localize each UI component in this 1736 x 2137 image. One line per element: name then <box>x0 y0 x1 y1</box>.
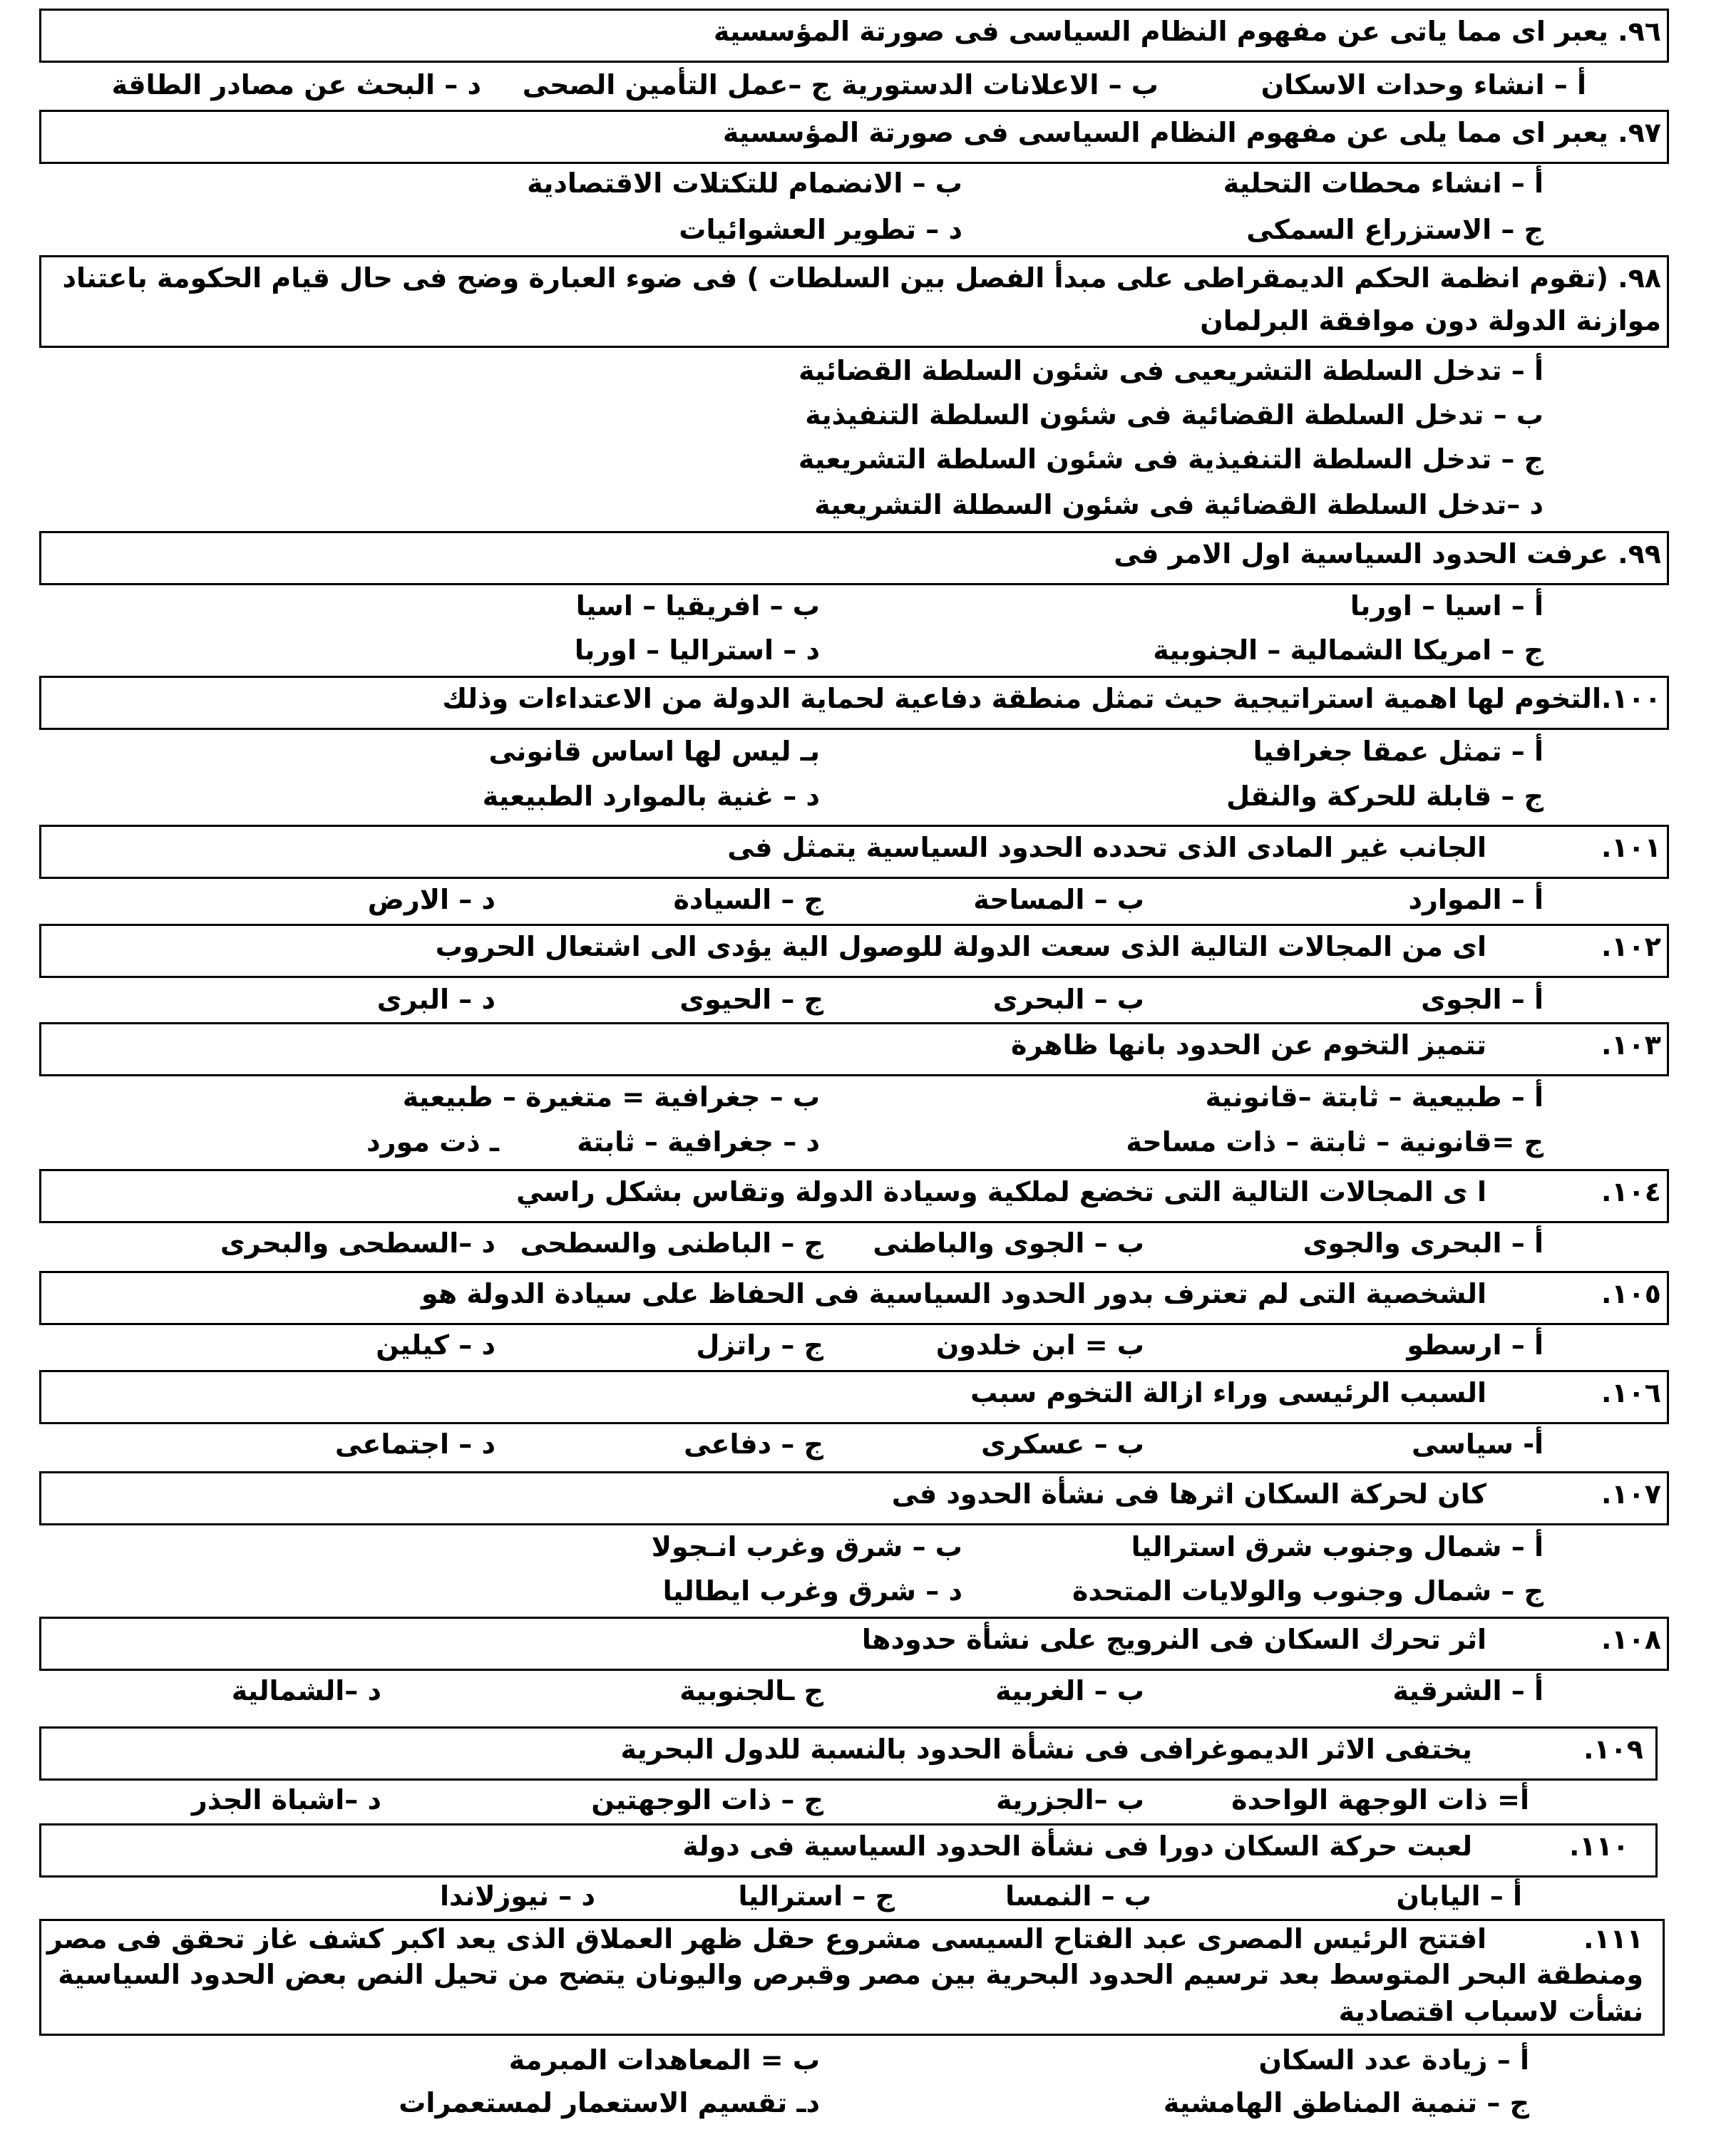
question-stem: عرفت الحدود السياسية اول الامر فى <box>1114 538 1608 570</box>
question-stem-109: يختفى الاثر الديموغرافى فى نشأة الحدود بالنسبة للدول البحرية <box>620 1734 1472 1765</box>
option-b: ب – النمسا <box>1005 1880 1151 1912</box>
option-c: ج – السيادة <box>673 884 823 915</box>
option-b: ب – البحرى <box>992 984 1144 1015</box>
question-number-111: ١١١. <box>1583 1923 1643 1955</box>
question-stem-line-1: (تقوم انظمة الحكم الديمقراطى على مبدأ الفصل بين السلطات ) فى ضوء العبارة وضح فى حال قيام الحكومة باعتناد <box>62 262 1608 294</box>
question-stem: التخوم لها اهمية استراتيجية حيث تمثل منطقة دفاعية لحماية الدولة من الاعتداءات وذلك <box>442 683 1601 714</box>
option-b: ب –الجزرية <box>996 1784 1144 1816</box>
option-b: بـ ليس لها اساس قانونى <box>488 736 820 767</box>
option-a: أ – ارسطو <box>1407 1329 1544 1361</box>
option-b: ب – افريقيا – اسيا <box>575 590 820 622</box>
option-d: د –تدخل السلطة القضائية فى شئون السطلة التشريعية <box>814 489 1544 520</box>
question-text-98-line2: موازنة الدولة دون موافقة البرلمان <box>1200 305 1661 336</box>
option-a: أ – انشاء محطات التحلية <box>1223 168 1544 199</box>
option-c: ج – شمال وجنوب والولايات المتحدة <box>1072 1575 1544 1607</box>
question-number: ١٠٠. <box>1601 683 1661 714</box>
option-d: د – البحث عن مصادر الطاقة <box>111 69 481 101</box>
option-a: أ – اسيا – اوربا <box>1350 590 1544 622</box>
option-d: د – غنية بالموارد الطبيعية <box>482 781 820 812</box>
option-d: د – اجتماعى <box>334 1428 495 1460</box>
question-text-96 <box>714 16 1661 48</box>
option-c: ج =قانونية – ثابتة – ذات مساحة <box>1126 1126 1544 1158</box>
option-a: أ – شمال وجنوب شرق استراليا <box>1131 1531 1544 1562</box>
option-a: أ – تدخل السلطة التشريعيى فى شئون السلطة القضائية <box>798 355 1544 386</box>
question-number-101: ١٠١. <box>1601 832 1661 863</box>
question-stem-107: كان لحركة السكان اثرها فى نشأة الحدود فى <box>891 1478 1486 1510</box>
option-d: د – البرى <box>376 984 495 1015</box>
question-number: ٩٨. <box>1618 262 1661 294</box>
option-c: ج – تدخل السلطة التنفيذية فى شئون السلطة التشريعية <box>798 443 1544 475</box>
question-stem: يعبر اى مما ياتى عن مفهوم النظام السياسى فى صورتة المؤسسية <box>713 16 1608 47</box>
option-d: د – نيوزلاندا <box>440 1880 595 1912</box>
option-c: ج ـالجنوبية <box>679 1675 823 1706</box>
question-number-104: ١٠٤. <box>1601 1176 1661 1207</box>
question-stem-110: لعبت حركة السكان دورا فى نشأة الحدود السياسية فى دولة <box>682 1830 1472 1862</box>
option-c: ج – قابلة للحركة والنقل <box>1226 781 1544 812</box>
option-b: ب – الجوى والباطنى <box>873 1227 1144 1259</box>
option-a: أ – تمثل عمقا جغرافيا <box>1253 736 1544 767</box>
question-stem-102: اى من المجالات التالية الذى سعت الدولة للوصول الية يؤدى الى اشتعال الحروب <box>435 931 1486 962</box>
option-b: ب – جغرافية = متغيرة – طبيعية <box>402 1081 820 1113</box>
option-d: د –الشمالية <box>231 1675 381 1706</box>
option-c: ج – امريكا الشمالية – الجنوبية <box>1153 634 1544 666</box>
option-b: ب = ابن خلدون <box>935 1329 1144 1361</box>
question-number: ٩٦. <box>1618 16 1661 47</box>
option-a: أ – الجوى <box>1421 984 1544 1015</box>
option-b: ب – عسكرى <box>981 1428 1144 1460</box>
option-d: د – شرق وغرب ايطاليا <box>662 1575 962 1607</box>
question-number-106: ١٠٦. <box>1601 1377 1661 1409</box>
option-b: ب = المعاهدات المبرمة <box>508 2044 820 2076</box>
question-stem-108: اثر تحرك السكان فى النرويج على نشأة حدودها <box>861 1624 1486 1655</box>
option-b: ب – الغربية <box>995 1675 1144 1706</box>
question-stem: يعبر اى مما يلى عن مفهوم النظام السياسى فى صورتة المؤسسية <box>722 117 1608 148</box>
question-number: ٩٧. <box>1618 117 1661 148</box>
question-stem-111-line1: افتتح الرئيس المصرى عبد الفتاح السيسى مشروع حقل ظهر العملاق الذى يعد اكبر كشف غاز تحقق فى مصر <box>46 1923 1486 1955</box>
question-stem-105: الشخصية التى لم تعترف بدور الحدود السياسية فى الحفاظ على سيادة الدولة هو <box>421 1278 1486 1309</box>
question-text-100 <box>442 683 1661 716</box>
question-stem-103: تتميز التخوم عن الحدود بانها ظاهرة <box>1011 1029 1486 1061</box>
option-a: أ – انشاء وحدات الاسكان <box>1260 69 1586 101</box>
question-number-103: ١٠٣. <box>1601 1029 1661 1061</box>
question-number-109: ١٠٩. <box>1583 1734 1643 1765</box>
question-stem-111-line3: نشأت لاسباب اقتصادية <box>1338 1996 1643 2027</box>
option-c: ج – راتزل <box>696 1329 823 1361</box>
question-number-102: ١٠٢. <box>1601 931 1661 962</box>
option-a: أ – الموارد <box>1408 884 1544 915</box>
question-number-110: ١١٠. <box>1568 1830 1629 1862</box>
option-c: ج – استراليا <box>738 1880 895 1912</box>
option-a: أ – زيادة عدد السكان <box>1258 2044 1529 2076</box>
option-c: ج – دفاعى <box>684 1428 823 1460</box>
option-a: أ – طبيعية – ثابتة –قانونية <box>1205 1081 1544 1113</box>
question-text-99 <box>1114 538 1661 571</box>
option-d: د –اشباة الجذر <box>191 1784 381 1816</box>
option-b: ب – الاعلانات الدستورية <box>841 69 1159 101</box>
option-d: د – جغرافية – ثابتة <box>577 1126 820 1158</box>
option-d: د – الارض <box>367 884 495 915</box>
option-a: أ- سياسى <box>1412 1428 1544 1460</box>
option-c: ج – الحيوى <box>679 984 823 1015</box>
question-number-108: ١٠٨. <box>1601 1624 1661 1655</box>
option-d: دـ تقسيم الاستعمار لمستعمرات <box>399 2087 820 2118</box>
option-c: ج – الباطنى والسطحى <box>520 1227 823 1259</box>
option-b: ب – الانضمام للتكتلات الاقتصادية <box>527 168 962 199</box>
question-text-97 <box>723 117 1661 150</box>
option-d-extra: ـ ذت مورد <box>366 1126 499 1158</box>
option-d: د – تطوير العشوائيات <box>679 214 962 245</box>
question-stem-104: ا ى المجالات التالية التى تخضع لملكية وسيادة الدولة وتقاس بشكل راسي <box>516 1176 1486 1207</box>
question-number-105: ١٠٥. <box>1601 1278 1661 1309</box>
question-stem-111-line2: ومنطقة البحر المتوسط بعد ترسيم الحدود البحرية بين مصر وقبرص واليونان يتضح من تحيل النص بعض الحدود السياسية <box>58 1959 1643 1990</box>
option-b: ب – شرق وغرب انـجولا <box>651 1531 962 1562</box>
option-c: ج – ذات الوجهتين <box>591 1784 823 1816</box>
question-number-107: ١٠٧. <box>1601 1478 1661 1510</box>
option-c: ج – تنمية المناطق الهامشية <box>1163 2087 1529 2118</box>
option-a: أ – اليابان <box>1396 1880 1522 1912</box>
option-b: ب – تدخل السلطة القضائية فى شئون السلطة التنفيذية <box>805 399 1544 431</box>
option-c: ج – الاستزراع السمكى <box>1246 214 1544 245</box>
option-a: أ= ذات الوجهة الواحدة <box>1231 1784 1529 1816</box>
option-d: د – كيلين <box>376 1329 495 1361</box>
option-d: د –السطحى والبحرى <box>220 1227 495 1259</box>
question-text-98 <box>62 262 1661 295</box>
option-c: ج –عمل التأمين الصحى <box>522 69 831 101</box>
option-b: ب – المساحة <box>973 884 1144 915</box>
option-a: أ – البحرى والجوى <box>1303 1227 1544 1259</box>
question-stem-106: السبب الرئيسى وراء ازالة التخوم سبب <box>970 1377 1486 1409</box>
question-stem-101: الجانب غير المادى الذى تحدده الحدود السياسية يتمثل فى <box>727 832 1486 863</box>
option-d: د – استراليا – اوربا <box>574 634 820 666</box>
question-number: ٩٩. <box>1618 538 1661 570</box>
option-a: أ – الشرقية <box>1392 1675 1544 1706</box>
